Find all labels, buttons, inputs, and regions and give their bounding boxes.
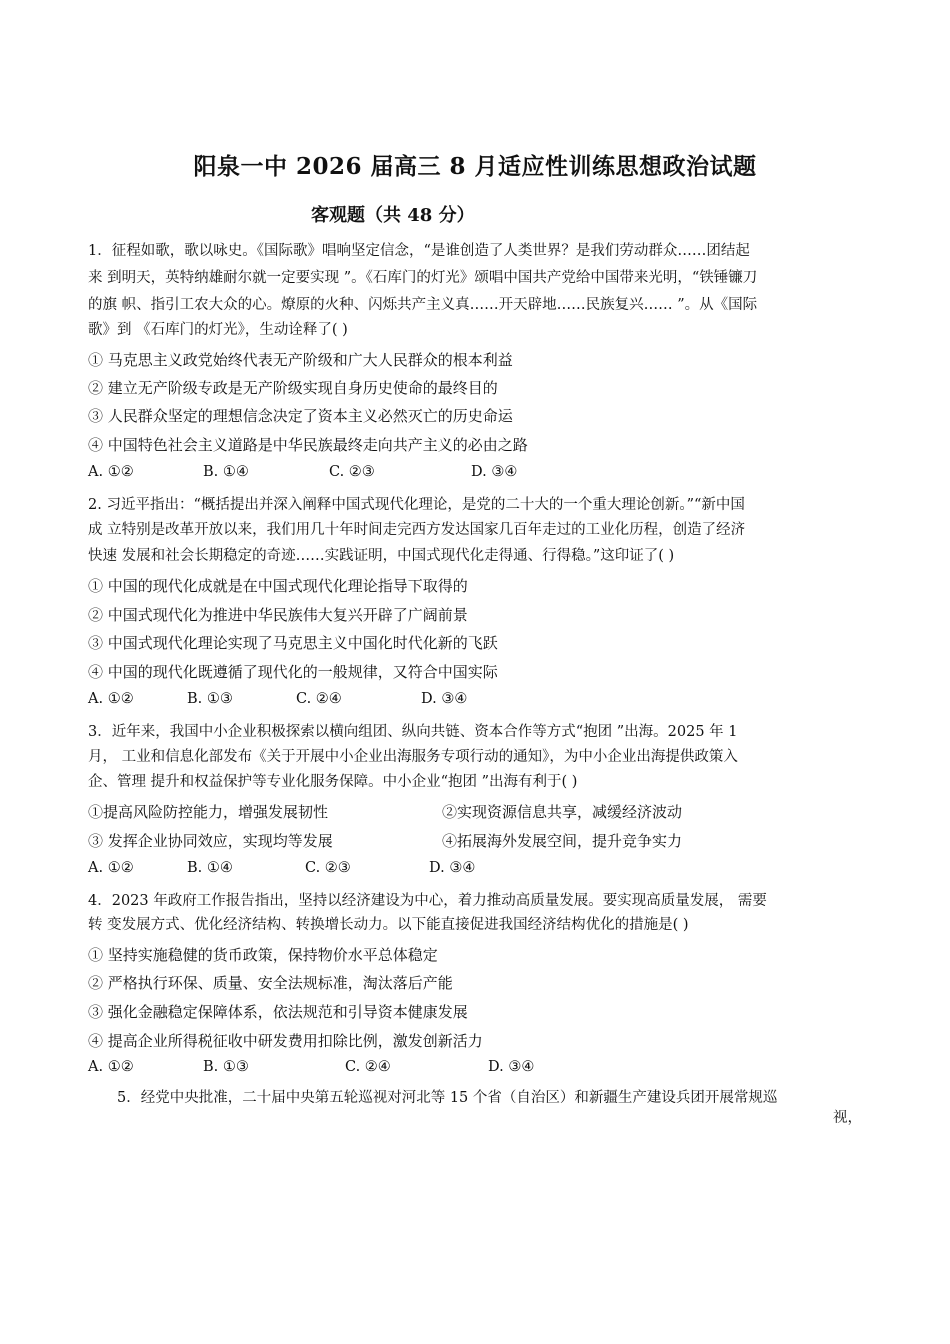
- answer-choice-d: D. ③④: [421, 691, 468, 707]
- question-text-line: 来 到明天，英特纳雄耐尔就一定要实现 ”。《石库门的灯光》颂唱中国共产党给中国带来光明，“铁锤镰刀: [88, 270, 758, 286]
- question-text-line: 转 变发展方式、优化经济结构、转换增长动力。以下能直接促进我国经济结构优化的措施是( ): [88, 917, 689, 933]
- question-text-line: 成 立特别是改革开放以来，我们用几十年时间走完西方发达国家几百年走过的工业化历程，创造了经济: [88, 522, 746, 538]
- answer-choice-a: A. ①②: [88, 860, 134, 876]
- statement-option: ①提高风险防控能力，增强发展韧性: [88, 803, 329, 821]
- question-text-line: 企、管理 提升和权益保护等专业化服务保障。中小企业“抱团 ”出海有利于( ): [88, 774, 578, 790]
- statement-option: ② 中国式现代化为推进中华民族伟大复兴开辟了广阔前景: [88, 606, 468, 624]
- statement-option: ① 坚持实施稳健的货币政策，保持物价水平总体稳定: [88, 946, 438, 964]
- question-text-line: 快速 发展和社会长期稳定的奇迹……实践证明，中国式现代化走得通、行得稳。”这印证了( ): [88, 548, 675, 564]
- statement-option: ① 中国的现代化成就是在中国式现代化理论指导下取得的: [88, 577, 468, 595]
- answer-choice-b: B. ①④: [203, 464, 249, 480]
- answer-choice-b: B. ①③: [187, 691, 233, 707]
- page-title: 阳泉一中 2026 届高三 8 月适应性训练思想政治试题: [193, 153, 757, 180]
- answer-choice-a: A. ①②: [88, 691, 134, 707]
- answer-choice-d: D. ③④: [488, 1059, 535, 1075]
- statement-option: ③ 发挥企业协同效应，实现均等发展: [88, 832, 333, 850]
- statement-option: ④ 提高企业所得税征收中研发费用扣除比例，激发创新活力: [88, 1032, 483, 1050]
- question-text-line: 歌》到 《石库门的灯光》，生动诠释了( ): [88, 322, 348, 338]
- question-text-line: 1．征程如歌，歌以咏史。《国际歌》唱响坚定信念，“是谁创造了人类世界？是我们劳动群众……团结起: [88, 243, 750, 259]
- answer-choice-c: C. ②④: [296, 691, 342, 707]
- answer-choice-b: B. ①④: [187, 860, 233, 876]
- question-text-line: 视，: [833, 1110, 862, 1126]
- statement-option: ④拓展海外发展空间，提升竞争实力: [442, 832, 683, 850]
- answer-choice-b: B. ①③: [203, 1059, 249, 1075]
- question-text-line: 3．近年来，我国中小企业积极探索以横向组团、纵向共链、资本合作等方式“抱团 ”出海。2025 年 1: [88, 724, 738, 740]
- statement-option: ③ 中国式现代化理论实现了马克思主义中国化时代化新的飞跃: [88, 634, 498, 652]
- question-text-line: 月， 工业和信息化部发布《关于开展中小企业出海服务专项行动的通知》，为中小企业出海提供政策入: [88, 749, 738, 765]
- statement-option: ① 马克思主义政党始终代表无产阶级和广大人民群众的根本利益: [88, 351, 513, 369]
- statement-option: ④ 中国的现代化既遵循了现代化的一般规律，又符合中国实际: [88, 663, 498, 681]
- statement-option: ② 严格执行环保、质量、安全法规标准，淘汰落后产能: [88, 974, 453, 992]
- question-text-line: 2. 习近平指出：“概括提出并深入阐释中国式现代化理论，是党的二十大的一个重大理论创新。”“新中国: [88, 497, 745, 513]
- answer-choice-c: C. ②③: [305, 860, 351, 876]
- answer-choice-d: D. ③④: [429, 860, 476, 876]
- statement-option: ③ 强化金融稳定保障体系，依法规范和引导资本健康发展: [88, 1003, 468, 1021]
- statement-option: ④ 中国特色社会主义道路是中华民族最终走向共产主义的必由之路: [88, 436, 528, 454]
- answer-choice-a: A. ①②: [88, 1059, 134, 1075]
- answer-choice-c: C. ②④: [345, 1059, 391, 1075]
- statement-option: ② 建立无产阶级专政是无产阶级实现自身历史使命的最终目的: [88, 379, 498, 397]
- statement-option: ③ 人民群众坚定的理想信念决定了资本主义必然灭亡的历史命运: [88, 407, 513, 425]
- question-text-line: 5．经党中央批准，二十届中央第五轮巡视对河北等 15 个省（自治区）和新疆生产建设兵团开展常规巡: [117, 1090, 778, 1106]
- answer-choice-a: A. ①②: [88, 464, 134, 480]
- section-heading: 客观题（共 48 分）: [311, 205, 475, 226]
- answer-choice-c: C. ②③: [329, 464, 375, 480]
- question-text-line: 的旗 帜、指引工农大众的心。燎原的火种、闪烁共产主义真……开天辟地……民族复兴…… ”。从《国际: [88, 297, 758, 313]
- question-text-line: 4．2023 年政府工作报告指出，坚持以经济建设为中心，着力推动高质量发展。要实现高质量发展， 需要: [88, 893, 767, 909]
- statement-option: ②实现资源信息共享，减缓经济波动: [442, 803, 683, 821]
- answer-choice-d: D. ③④: [471, 464, 518, 480]
